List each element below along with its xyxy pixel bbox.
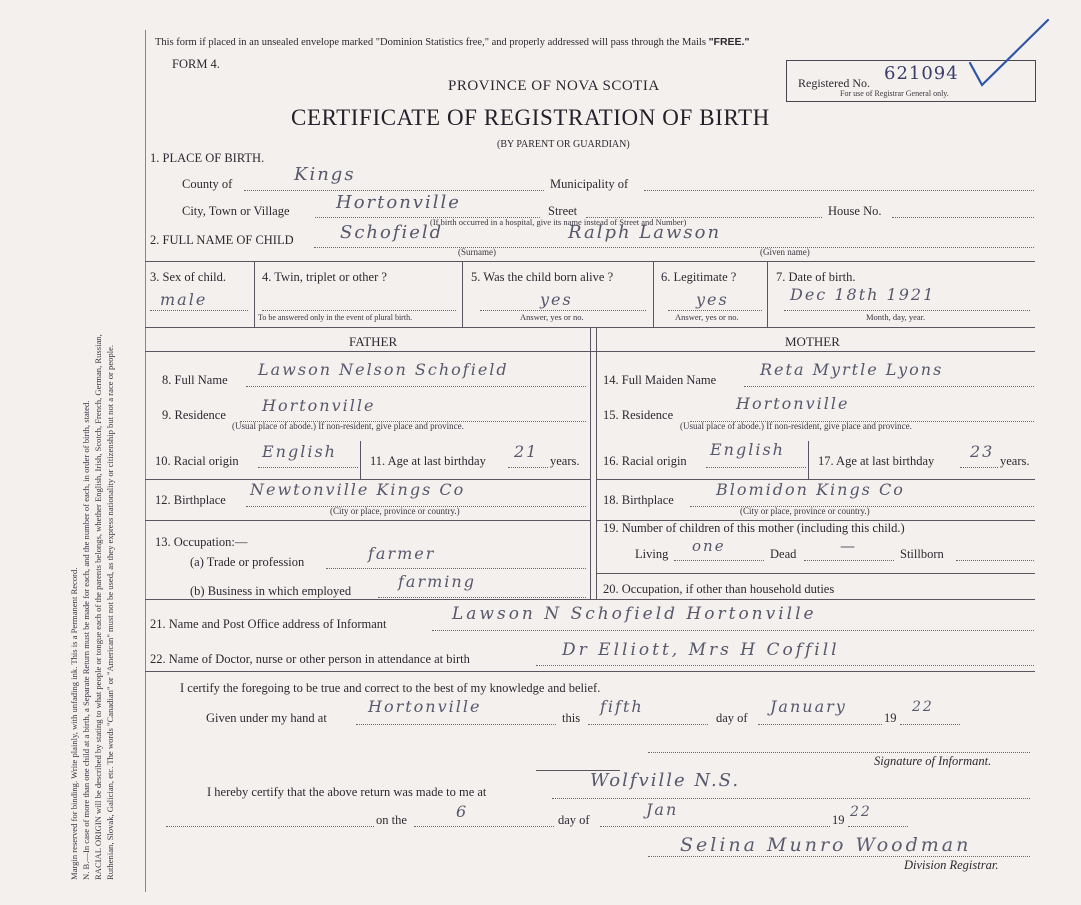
informant-label: 21. Name and Post Office address of Informant [150,617,387,631]
county-value: Kings [294,164,356,185]
registered-number: 621094 [884,63,959,84]
mother-residence-label: 15. Residence [603,408,674,422]
city-label: City, Town or Village [182,204,290,218]
street-label: Street [548,204,578,218]
registrar-day-of-label: day of [558,813,590,827]
mother-racial-origin-label: 16. Racial origin [603,454,687,468]
living-value: one [692,537,726,555]
father-racial-origin-label: 10. Racial origin [155,454,239,468]
place-of-birth-label: 1. PLACE OF BIRTH. [150,151,265,165]
mother-birthplace-label: 18. Birthplace [603,493,674,507]
father-age-value: 21 [514,442,539,461]
check-mark-icon [960,15,1055,95]
margin-rule [145,30,146,892]
father-birthplace-value: Newtonville Kings Co [250,480,466,499]
born-alive-label: 5. Was the child born alive ? [471,270,614,284]
given-name-caption: (Given name) [760,247,810,257]
father-birthplace-caption: (City or place, province or country.) [330,506,460,516]
child-surname-value: Schofield [340,222,444,243]
form-number: FORM 4. [172,57,220,71]
father-name-value: Lawson Nelson Schofield [258,360,509,379]
father-residence-label: 9. Residence [162,408,226,422]
municipality-label: Municipality of [550,177,629,191]
date-of-birth-value: Dec 18th 1921 [790,285,936,304]
day-value: fifth [600,697,644,716]
father-heading: FATHER [349,334,398,349]
margin-racial-note-2: Ruthenian, Slovak, Galician, etc. The words "Canadian" or "American" must not be used, as they express nationality or citizenship but not a race or people. [105,344,115,880]
doctor-value: Dr Elliott, Mrs H Coffill [562,640,840,660]
margin-nb-note: N. B.—In case of more than one child at a birth, a Separate Return must be made for each, and the number of each, in order of birth, stated. [81,400,91,880]
child-name-label: 2. FULL NAME OF CHILD [150,233,294,247]
signature-of-informant-caption: Signature of Informant. [874,754,992,768]
registrar-year-prefix: 19 [832,813,845,827]
given-under-hand-label: Given under my hand at [206,711,327,725]
trade-label: (a) Trade or profession [190,555,305,569]
sex-label: 3. Sex of child. [150,270,227,284]
doctor-label: 22. Name of Doctor, nurse or other person in attendance at birth [150,652,470,666]
margin-instructions [68,80,116,880]
city-value: Hortonville [336,192,461,213]
mother-age-years: years. [1000,454,1030,468]
twin-label: 4. Twin, triplet or other ? [262,270,387,284]
stillborn-label: Stillborn [900,547,944,561]
mother-residence-caption: (Usual place of abode.) If non-resident, give place and province. [680,421,912,431]
father-racial-origin-value: English [262,442,337,461]
dead-value: — [840,537,857,555]
registrar-place-value: Wolfville N.S. [590,770,741,791]
registrar-statement: I hereby certify that the above return was made to me at [207,785,487,799]
born-alive-value: yes [540,290,573,309]
mother-residence-value: Hortonville [736,394,850,413]
this-label: this [562,711,581,725]
sex-value: male [160,290,208,309]
registrar-note: For use of Registrar General only. [840,89,949,98]
margin-racial-note-1: RACIAL ORIGIN will be described by stating to what people or tongue each of the parents belongs, whether English, Irish, Scotch, French, German, Russian, [93,334,103,880]
division-registrar-caption: Division Registrar. [904,858,999,872]
business-value: farming [398,572,476,591]
margin-binding-note: Margin reserved for binding. Write plainly, with unfading ink. This is a Permanent Record. [69,567,79,880]
registrar-month-value: Jan [646,800,679,819]
legitimate-caption: Answer, yes or no. [675,312,739,322]
registrar-year-value: 22 [850,804,872,820]
mother-occupation-label: 20. Occupation, if other than household duties [603,582,835,596]
registrar-signature: Selina Munro Woodman [680,834,972,856]
legitimate-label: 6. Legitimate ? [661,270,737,284]
on-the-label: on the [376,813,407,827]
postal-note: This form if placed in an unsealed envelope marked "Dominion Statistics free," and properly addressed will pass through the Mails "FREE." [155,36,750,48]
certificate-title: CERTIFICATE OF REGISTRATION OF BIRTH [291,105,770,130]
mother-age-value: 23 [970,442,995,461]
twin-note: To be answered only in the event of plural birth. [258,313,413,322]
mother-name-value: Reta Myrtle Lyons [760,360,944,379]
mother-racial-origin-value: English [710,440,785,459]
given-place-value: Hortonville [368,697,482,716]
county-label: County of [182,177,233,191]
born-alive-caption: Answer, yes or no. [520,312,584,322]
hospital-note: (If birth occurred in a hospital, give its name instead of Street and Number) [430,217,687,227]
legitimate-value: yes [696,290,729,309]
living-label: Living [635,547,669,561]
occupation-label: 13. Occupation:— [155,535,248,549]
surname-caption: (Surname) [458,247,496,257]
business-label: (b) Business in which employed [190,584,352,598]
father-residence-caption: (Usual place of abode.) If non-resident, give place and province. [232,421,464,431]
father-age-label: 11. Age at last birthday [370,454,486,468]
father-birthplace-label: 12. Birthplace [155,493,226,507]
trade-value: farmer [368,544,436,563]
registrar-day-value: 6 [456,802,469,821]
father-name-label: 8. Full Name [162,373,228,387]
father-residence-value: Hortonville [262,396,376,415]
dead-label: Dead [770,547,797,561]
certificate-subtitle: (BY PARENT OR GUARDIAN) [497,139,630,150]
month-value: January [770,697,847,716]
children-count-label: 19. Number of children of this mother (including this child.) [603,521,905,535]
date-of-birth-label: 7. Date of birth. [776,270,856,284]
date-caption: Month, day, year. [866,312,926,322]
mother-heading: MOTHER [785,334,840,349]
child-given-name-value: Ralph Lawson [568,222,722,243]
informant-value: Lawson N Schofield Hortonville [452,604,817,624]
certification-statement: I certify the foregoing to be true and correct to the best of my knowledge and belief. [180,681,601,695]
year-prefix: 19 [884,711,897,725]
mother-birthplace-caption: (City or place, province or country.) [740,506,870,516]
registered-label: Registered No. [798,76,870,90]
mother-birthplace-value: Blomidon Kings Co [716,480,905,499]
mother-name-label: 14. Full Maiden Name [603,373,717,387]
house-number-label: House No. [828,204,882,218]
day-of-label: day of [716,711,748,725]
province-heading: PROVINCE OF NOVA SCOTIA [448,78,660,94]
father-age-years: years. [550,454,580,468]
mother-age-label: 17. Age at last birthday [818,454,935,468]
year-value: 22 [912,699,934,715]
